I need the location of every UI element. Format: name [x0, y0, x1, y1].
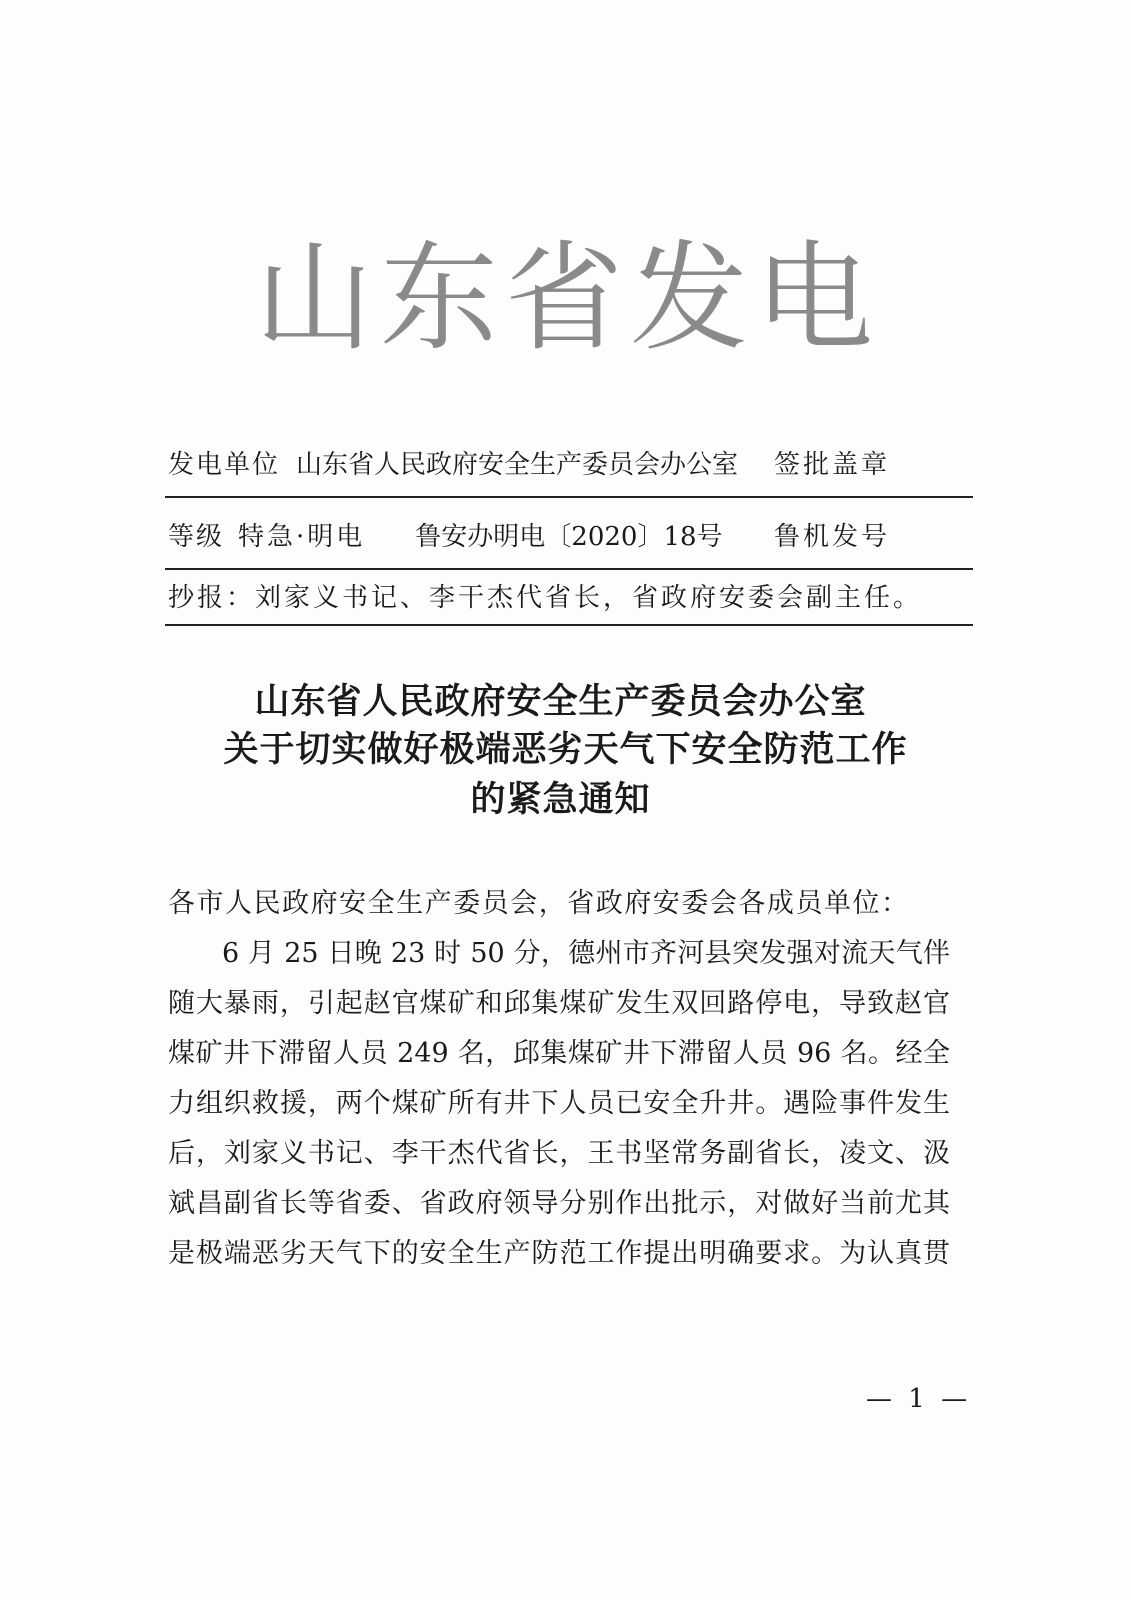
doc-number: 鲁安办明电〔2020〕18号	[415, 522, 723, 552]
masthead-title: 山东省发电	[255, 229, 875, 367]
body-line: 力组织救援，两个煤矿所有井下人员已安全升井。遇险事件发生	[168, 1088, 950, 1119]
salutation: 各市人民政府安全生产委员会，省政府安委会各成员单位：	[168, 888, 908, 919]
doc-title-line-2: 关于切实做好极端恶劣天气下安全防范工作	[223, 729, 908, 770]
divider	[165, 496, 973, 498]
body-line: 煤矿井下滞留人员 249 名，邱集煤矿井下滞留人员 96 名。经全	[168, 1038, 950, 1069]
level-row	[168, 520, 890, 554]
sender-label: 发电单位	[168, 450, 281, 480]
divider	[165, 624, 973, 626]
machine-label: 鲁机发号	[773, 522, 890, 552]
body-line: 6 月 25 日晚 23 时 50 分，德州市齐河县突发强对流天气伴	[222, 938, 950, 969]
body-line: 斌昌副省长等省委、省政府领导分别作出批示，对做好当前尤其	[168, 1188, 950, 1219]
level-value: 特急·明电	[238, 522, 366, 552]
cc-text: 抄报：刘家义书记、李干杰代省长，省政府安委会副主任。	[168, 583, 923, 613]
body-line: 后，刘家义书记、李干杰代省长，王书坚常务副省长，凌文、汲	[168, 1138, 950, 1169]
page-number: — 1 —	[866, 1384, 972, 1414]
cc-row	[168, 581, 923, 615]
body-line: 随大暴雨，引起赵官煤矿和邱集煤矿发生双回路停电，导致赵官	[168, 988, 950, 1019]
level-label: 等级	[168, 522, 225, 552]
doc-title-line-3: 的紧急通知	[470, 779, 651, 820]
sign-label: 签批盖章	[773, 450, 890, 480]
divider	[165, 568, 973, 570]
body-line: 是极端恶劣天气下的安全生产防范工作提出明确要求。为认真贯	[168, 1238, 950, 1269]
doc-title-line-1: 山东省人民政府安全生产委员会办公室	[254, 681, 867, 722]
sender-value: 山东省人民政府安全生产委员会办公室	[296, 450, 739, 480]
sender-row	[168, 448, 890, 482]
